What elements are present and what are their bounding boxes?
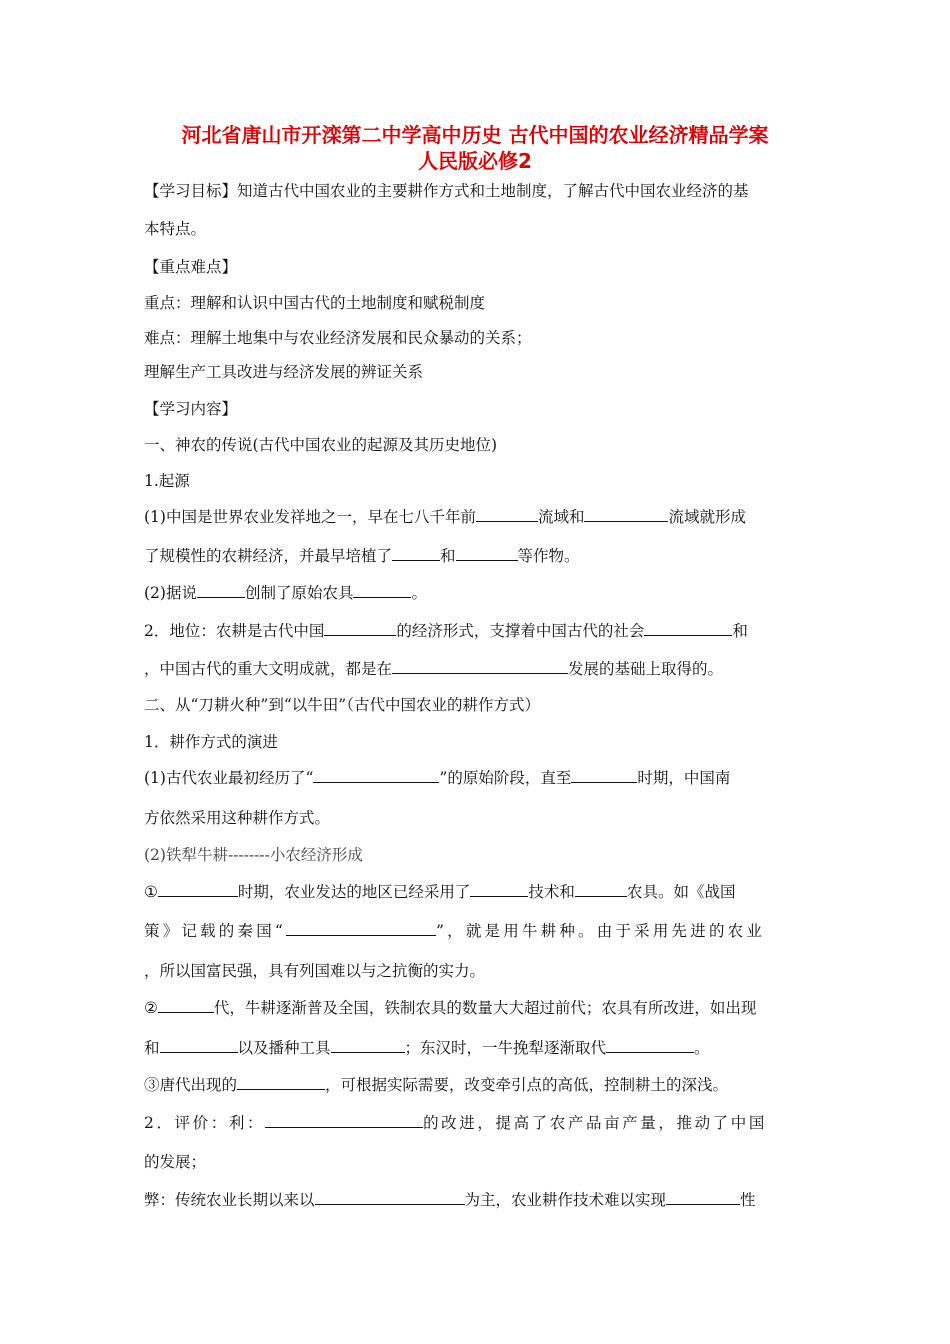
han-paragraph-line-2 — [144, 1037, 808, 1059]
text-segment: 了规模性的农耕经济，并最早培植了 — [144, 547, 393, 565]
text-segment: 流域和 — [537, 508, 585, 526]
subsection-evolution: 1．耕作方式的演进 — [144, 733, 278, 751]
status-paragraph-line-1 — [144, 620, 808, 642]
origin-paragraph-line-3 — [144, 582, 808, 604]
han-paragraph-line-1 — [144, 997, 808, 1019]
evaluation-line-3 — [144, 1189, 808, 1211]
fill-blank — [265, 1112, 423, 1128]
text-segment: 农具。如《战国 — [626, 883, 736, 901]
evaluation-line-1 — [144, 1112, 808, 1134]
text-segment: 的经济形式，支撑着中国古代的社会 — [396, 622, 645, 640]
fill-blank — [313, 767, 439, 783]
text-segment: ；东汉时，一牛挽犁逐渐取代 — [404, 1039, 607, 1057]
text-segment: (1)中国是世界农业发祥地之一，早在七八千年前 — [144, 508, 476, 526]
difficulty-line-2: 理解生产工具改进与经济发展的辨证关系 — [144, 363, 424, 381]
fill-blank — [606, 1037, 694, 1053]
section-2-heading: 二、从“刀耕火种”到“以牛田”（古代中国农业的耕作方式） — [144, 696, 540, 714]
learning-goal-line-2: 本特点。 — [144, 220, 207, 238]
text-segment: 创制了原始农具 — [244, 584, 354, 602]
fill-blank — [237, 1074, 325, 1090]
evolution-paragraph-line-1 — [144, 767, 808, 789]
text-segment: 时期，农业发达的地区已经采用了 — [237, 883, 471, 901]
text-segment: 2．地位：农耕是古代中国 — [144, 622, 325, 640]
text-segment: ”，就是用牛耕种。由于采用先进的农业 — [436, 922, 766, 940]
origin-paragraph-line-2 — [144, 545, 808, 567]
fill-blank — [470, 881, 528, 897]
text-segment: 。 — [694, 1039, 710, 1057]
evaluation-line-2: 的发展； — [144, 1153, 207, 1171]
text-segment: 性 — [740, 1191, 756, 1209]
difficulty-line-1: 难点：理解土地集中与农业经济发展和民众暴动的关系； — [144, 329, 532, 347]
text-segment: ② — [144, 999, 158, 1017]
text-segment: (2)据说 — [144, 584, 197, 602]
fill-blank — [392, 545, 440, 561]
fill-blank — [158, 997, 214, 1013]
subsection-origin: 1.起源 — [144, 472, 190, 490]
text-segment: 2．评价：利： — [144, 1114, 266, 1132]
fill-blank — [331, 1037, 405, 1053]
text-segment: 策》记载的秦国“ — [144, 922, 287, 940]
fill-blank — [575, 881, 627, 897]
text-segment: 和 — [440, 547, 456, 565]
iron-plough-paragraph-line-3: ，所以国富民强，具有列国难以与之抗衡的实力。 — [144, 962, 486, 980]
fill-blank — [353, 582, 411, 598]
text-segment: ”的原始阶段，直至 — [439, 769, 572, 787]
tang-paragraph — [144, 1074, 808, 1096]
text-segment: ③唐代出现的 — [144, 1076, 238, 1094]
text-segment: 代，牛耕逐渐普及全国，铁制农具的数量大大超过前代；农具有所改进，如出现 — [213, 999, 757, 1017]
origin-paragraph-line-1 — [144, 506, 808, 528]
text-segment: (1)古代农业最初经历了“ — [144, 769, 314, 787]
learning-goal-line-1: 【学习目标】知道古代中国农业的主要耕作方式和土地制度，了解古代中国农业经济的基 — [144, 182, 749, 200]
fill-blank — [392, 658, 568, 674]
fill-blank — [286, 920, 436, 936]
fill-blank — [160, 1037, 238, 1053]
text-segment: 和 — [732, 622, 748, 640]
text-segment: ，中国古代的重大文明成就，都是在 — [144, 660, 393, 678]
iron-plough-heading: (2)铁犁牛耕--------小农经济形成 — [144, 846, 363, 864]
fill-blank — [158, 881, 238, 897]
fill-blank — [666, 1189, 740, 1205]
fill-blank — [644, 620, 732, 636]
text-segment: 。 — [411, 584, 427, 602]
evolution-paragraph-line-2: 方依然采用这种耕作方式。 — [144, 809, 331, 827]
iron-plough-paragraph-line-1 — [144, 881, 808, 903]
text-segment: 的改进，提高了农产品亩产量，推动了中国 — [423, 1114, 767, 1132]
fill-blank — [476, 506, 538, 522]
text-segment: 发展的基础上取得的。 — [568, 660, 724, 678]
text-segment: 时期，中国南 — [637, 769, 731, 787]
text-segment: 等作物。 — [517, 547, 580, 565]
fill-blank — [584, 506, 668, 522]
text-segment: 以及播种工具 — [237, 1039, 331, 1057]
text-segment: ，可根据实际需要，改变牵引点的高低，控制耕土的深浅。 — [325, 1076, 729, 1094]
fill-blank — [571, 767, 637, 783]
text-segment: 技术和 — [528, 883, 575, 901]
text-segment: 和 — [144, 1039, 160, 1057]
learning-content-heading: 【学习内容】 — [144, 400, 238, 418]
key-points-heading: 【重点难点】 — [144, 258, 238, 276]
fill-blank — [315, 1189, 465, 1205]
fill-blank — [324, 620, 396, 636]
text-segment: ① — [144, 883, 158, 901]
section-1-heading: 一、神农的传说(古代中国农业的起源及其历史地位) — [144, 436, 498, 454]
fill-blank — [197, 582, 245, 598]
key-point: 重点：理解和认识中国古代的土地制度和赋税制度 — [144, 294, 486, 312]
text-segment: 弊：传统农业长期以来以 — [144, 1191, 315, 1209]
fill-blank — [456, 545, 518, 561]
document-title-line-1: 河北省唐山市开滦第二中学高中历史 古代中国的农业经济精品学案 — [181, 123, 769, 147]
text-segment: 流域就形成 — [668, 508, 746, 526]
status-paragraph-line-2 — [144, 658, 808, 680]
text-segment: 为主，农业耕作技术难以实现 — [464, 1191, 667, 1209]
document-title-line-2: 人民版必修2 — [418, 149, 532, 173]
iron-plough-paragraph-line-2 — [144, 920, 808, 942]
